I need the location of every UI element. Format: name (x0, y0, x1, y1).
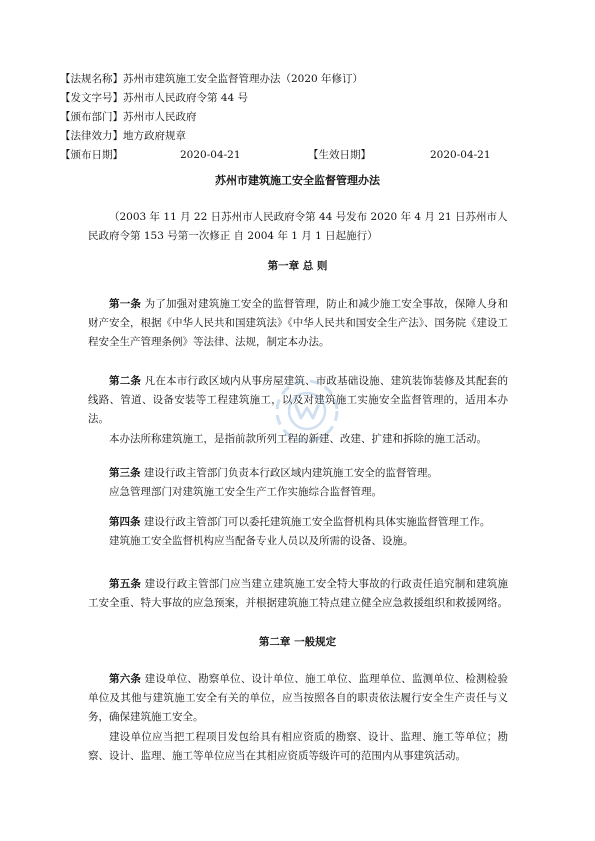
article-text: 建设行政主管部门负责本行政区域内建筑施工安全的监督管理。 (140, 467, 438, 479)
watermark-logo (268, 372, 346, 450)
issue-date-value: 2020-04-21 (180, 149, 241, 161)
metadata-block (60, 70, 540, 165)
document-title: 苏州市建筑施工安全监督管理办法 (215, 174, 380, 187)
article-number: 第四条 (109, 516, 141, 528)
preamble: （2003 年 11 月 22 日苏州市人民政府令第 44 号发布 2020 年 4 月 21 日苏州市人民政府令第 153 号第一次修正 自 2004 年 1 月 1 日起施行） (88, 211, 508, 242)
label: 【发文字号】 (60, 92, 123, 104)
article-4 (88, 513, 508, 551)
meta-effect (60, 127, 540, 146)
article-6 (88, 670, 508, 766)
value: 地方政府规章 (123, 130, 186, 142)
effective-date-label: 【生效日期】 (308, 149, 371, 161)
value: 苏州市人民政府令第 44 号 (123, 92, 249, 104)
article-5 (88, 575, 508, 613)
label: 【颁布部门】 (60, 111, 123, 123)
value: 苏州市人民政府 (123, 111, 197, 123)
article-text: 建设行政主管部门应当建立建筑施工安全特大事故的行政责任追究制和建筑施工安全重、特大事故的应急预案，并根据建筑施工特点建立健全应急救援组织和救援网络。 (88, 578, 509, 610)
article-text: 建设行政主管部门可以委托建筑施工安全监督机构具体实施监督管理工作。 (140, 516, 491, 528)
meta-issuer (60, 108, 540, 127)
article-number: 第一条 (109, 298, 142, 310)
article-paragraph: 建设单位应当把工程项目发包给具有相应资质的勘察、设计、监理、施工等单位；勘察、设计、监理、施工等单位应当在其相应资质等级许可的范围内从事建筑活动。 (88, 730, 508, 762)
effective-date-value: 2020-04-21 (430, 149, 491, 161)
article-paragraph: 本办法所称建筑施工，是指前款所列工程的新建、改建、扩建和拆除的施工活动。 (109, 432, 487, 445)
article-number: 第二条 (109, 375, 142, 387)
chapter-2-heading: 第二章 一般规定 (258, 636, 337, 648)
article-1 (88, 295, 508, 353)
article-text: 建设单位、勘察单位、设计单位、施工单位、监理单位、监测单位、检测检验单位及其他与建筑施工安全有关的单位，应当按照各自的职责依法履行安全生产责任与义务，确保建筑施工安全。 (88, 673, 509, 724)
issue-date-label: 【颁布日期】 (60, 149, 123, 161)
article-paragraph: 建筑施工安全监督机构应当配备专业人员以及所需的设备、设施。 (109, 535, 414, 548)
label: 【法律效力】 (60, 130, 123, 142)
meta-name (60, 70, 540, 89)
meta-dates (60, 146, 540, 165)
article-text: 为了加强对建筑施工安全的监督管理，防止和减少施工安全事故，保障人身和财产安全，根据《中华人民共和国建筑法》《中华人民共和国安全生产法》、国务院《建设工程安全生产管理条例》等法律、法规，制定本办法。 (88, 298, 509, 349)
article-paragraph: 应急管理部门对建筑施工安全生产工作实施综合监督管理。 (109, 486, 382, 499)
article-number: 第六条 (109, 673, 142, 685)
meta-doc-no (60, 89, 540, 108)
article-number: 第五条 (109, 578, 142, 590)
label: 【法规名称】 (60, 73, 123, 85)
chapter-1-heading: 第一章 总 则 (267, 260, 328, 272)
value: 苏州市建筑施工安全监督管理办法（2020 年修订） (123, 73, 364, 85)
article-number: 第三条 (109, 467, 141, 479)
article-text: 凡在本市行政区域内从事房屋建筑、市政基础设施、建筑装饰装修及其配套的线路、管道、设备安装等工程建筑施工，以及对建筑施工实施安全监督管理的，适用本办法。 (88, 375, 509, 426)
article-3 (88, 464, 508, 502)
